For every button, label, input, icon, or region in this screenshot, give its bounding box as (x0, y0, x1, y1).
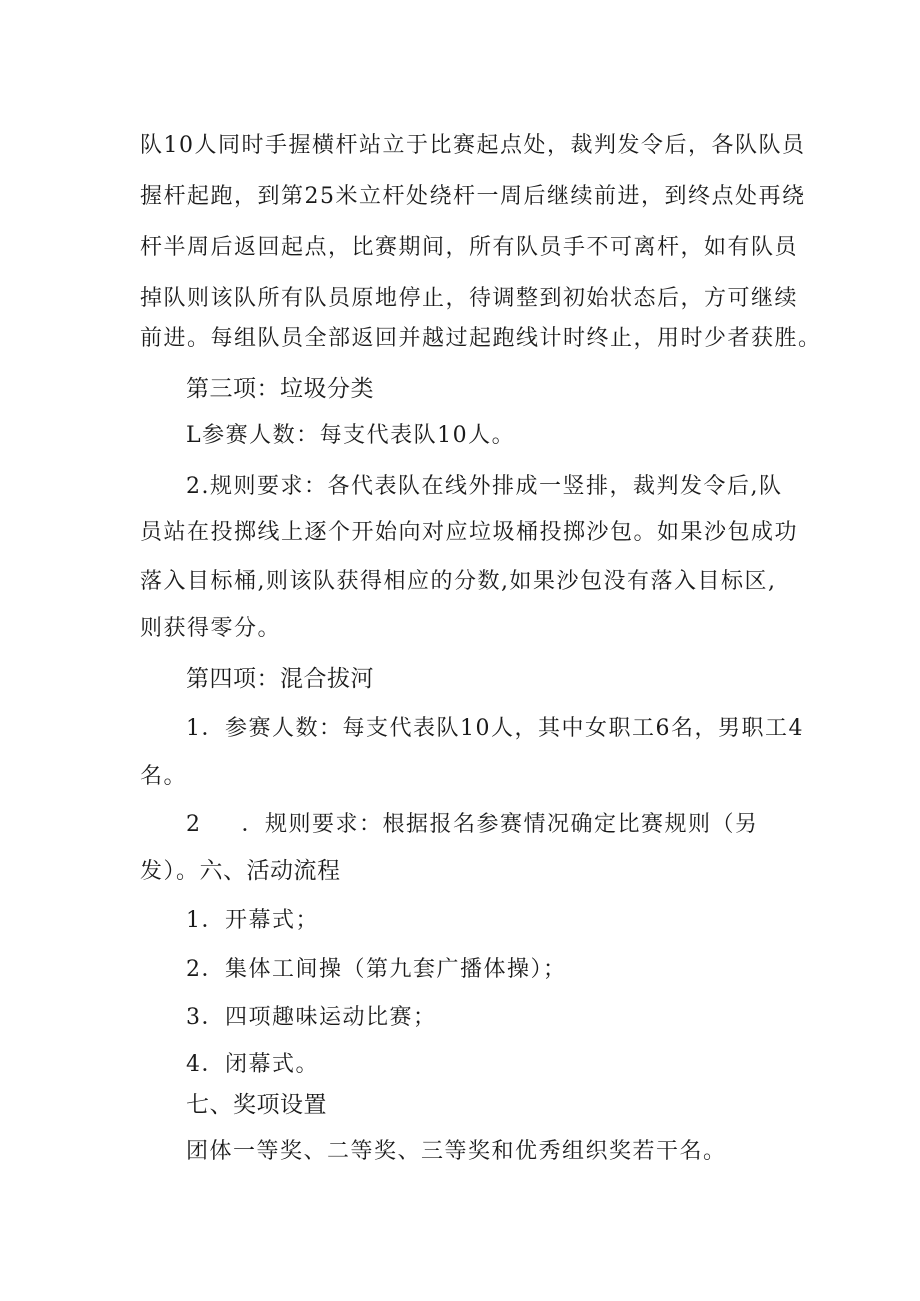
section4-item1-line-2: 名。 (140, 764, 188, 789)
section3-item2-line-4: 则获得零分。 (140, 616, 282, 641)
section3-item2-line-1: 2.规则要求：各代表队在线外排成一竖排，裁判发令后,队 (186, 474, 783, 499)
flow-heading: 六、活动流程 (199, 858, 341, 884)
section4-item2-line-2 (140, 856, 341, 887)
section4-item2-line-1 (186, 810, 759, 840)
body-line-2: 握杆起跑，到第25米立杆处绕杆一周后继续前进，到终点处再绕 (140, 184, 806, 209)
section3-heading: 第三项：垃圾分类 (186, 376, 374, 402)
section4-item2-text: ．规则要求：根据报名参赛情况确定比赛规则（另 (241, 812, 759, 837)
body-line-4: 掉队则该队所有队员原地停止，待调整到初始状态后，方可继续 (140, 286, 799, 311)
awards-heading: 七、奖项设置 (186, 1092, 327, 1118)
flow-item-1: 1．开幕式； (186, 908, 319, 933)
section4-item2-number: 2 (186, 812, 202, 837)
flow-item-3: 3．四项趣味运动比赛； (186, 1005, 437, 1030)
body-line-1: 队10人同时手握横杆站立于比赛起点处，裁判发令后，各队队员 (140, 133, 806, 158)
section3-item2-line-2: 员站在投掷线上逐个开始向对应垃圾桶投掷沙包。如果沙包成功 (140, 520, 799, 545)
section4-item2-tail: 发）。 (140, 859, 200, 884)
awards-text: 团体一等奖、二等奖、三等奖和优秀组织奖若干名。 (186, 1139, 727, 1164)
body-line-5: 前进。每组队员全部返回并越过起跑线计时终止，用时少者获胜。 (140, 326, 822, 351)
flow-item-4: 4．闭幕式。 (186, 1052, 319, 1077)
body-line-3: 杆半周后返回起点，比赛期间，所有队员手不可离杆，如有队员 (140, 235, 799, 260)
section4-item1-line-1: 1．参赛人数：每支代表队10人，其中女职工6名，男职工4 (186, 716, 804, 741)
section4-heading: 第四项：混合拔河 (186, 666, 374, 692)
section3-item2-line-3: 落入目标桶,则该队获得相应的分数,如果沙包没有落入目标区, (140, 569, 777, 594)
section3-item1: L参赛人数：每支代表队10人。 (186, 423, 516, 448)
flow-item-2: 2．集体工间操（第九套广播体操）； (186, 957, 567, 982)
